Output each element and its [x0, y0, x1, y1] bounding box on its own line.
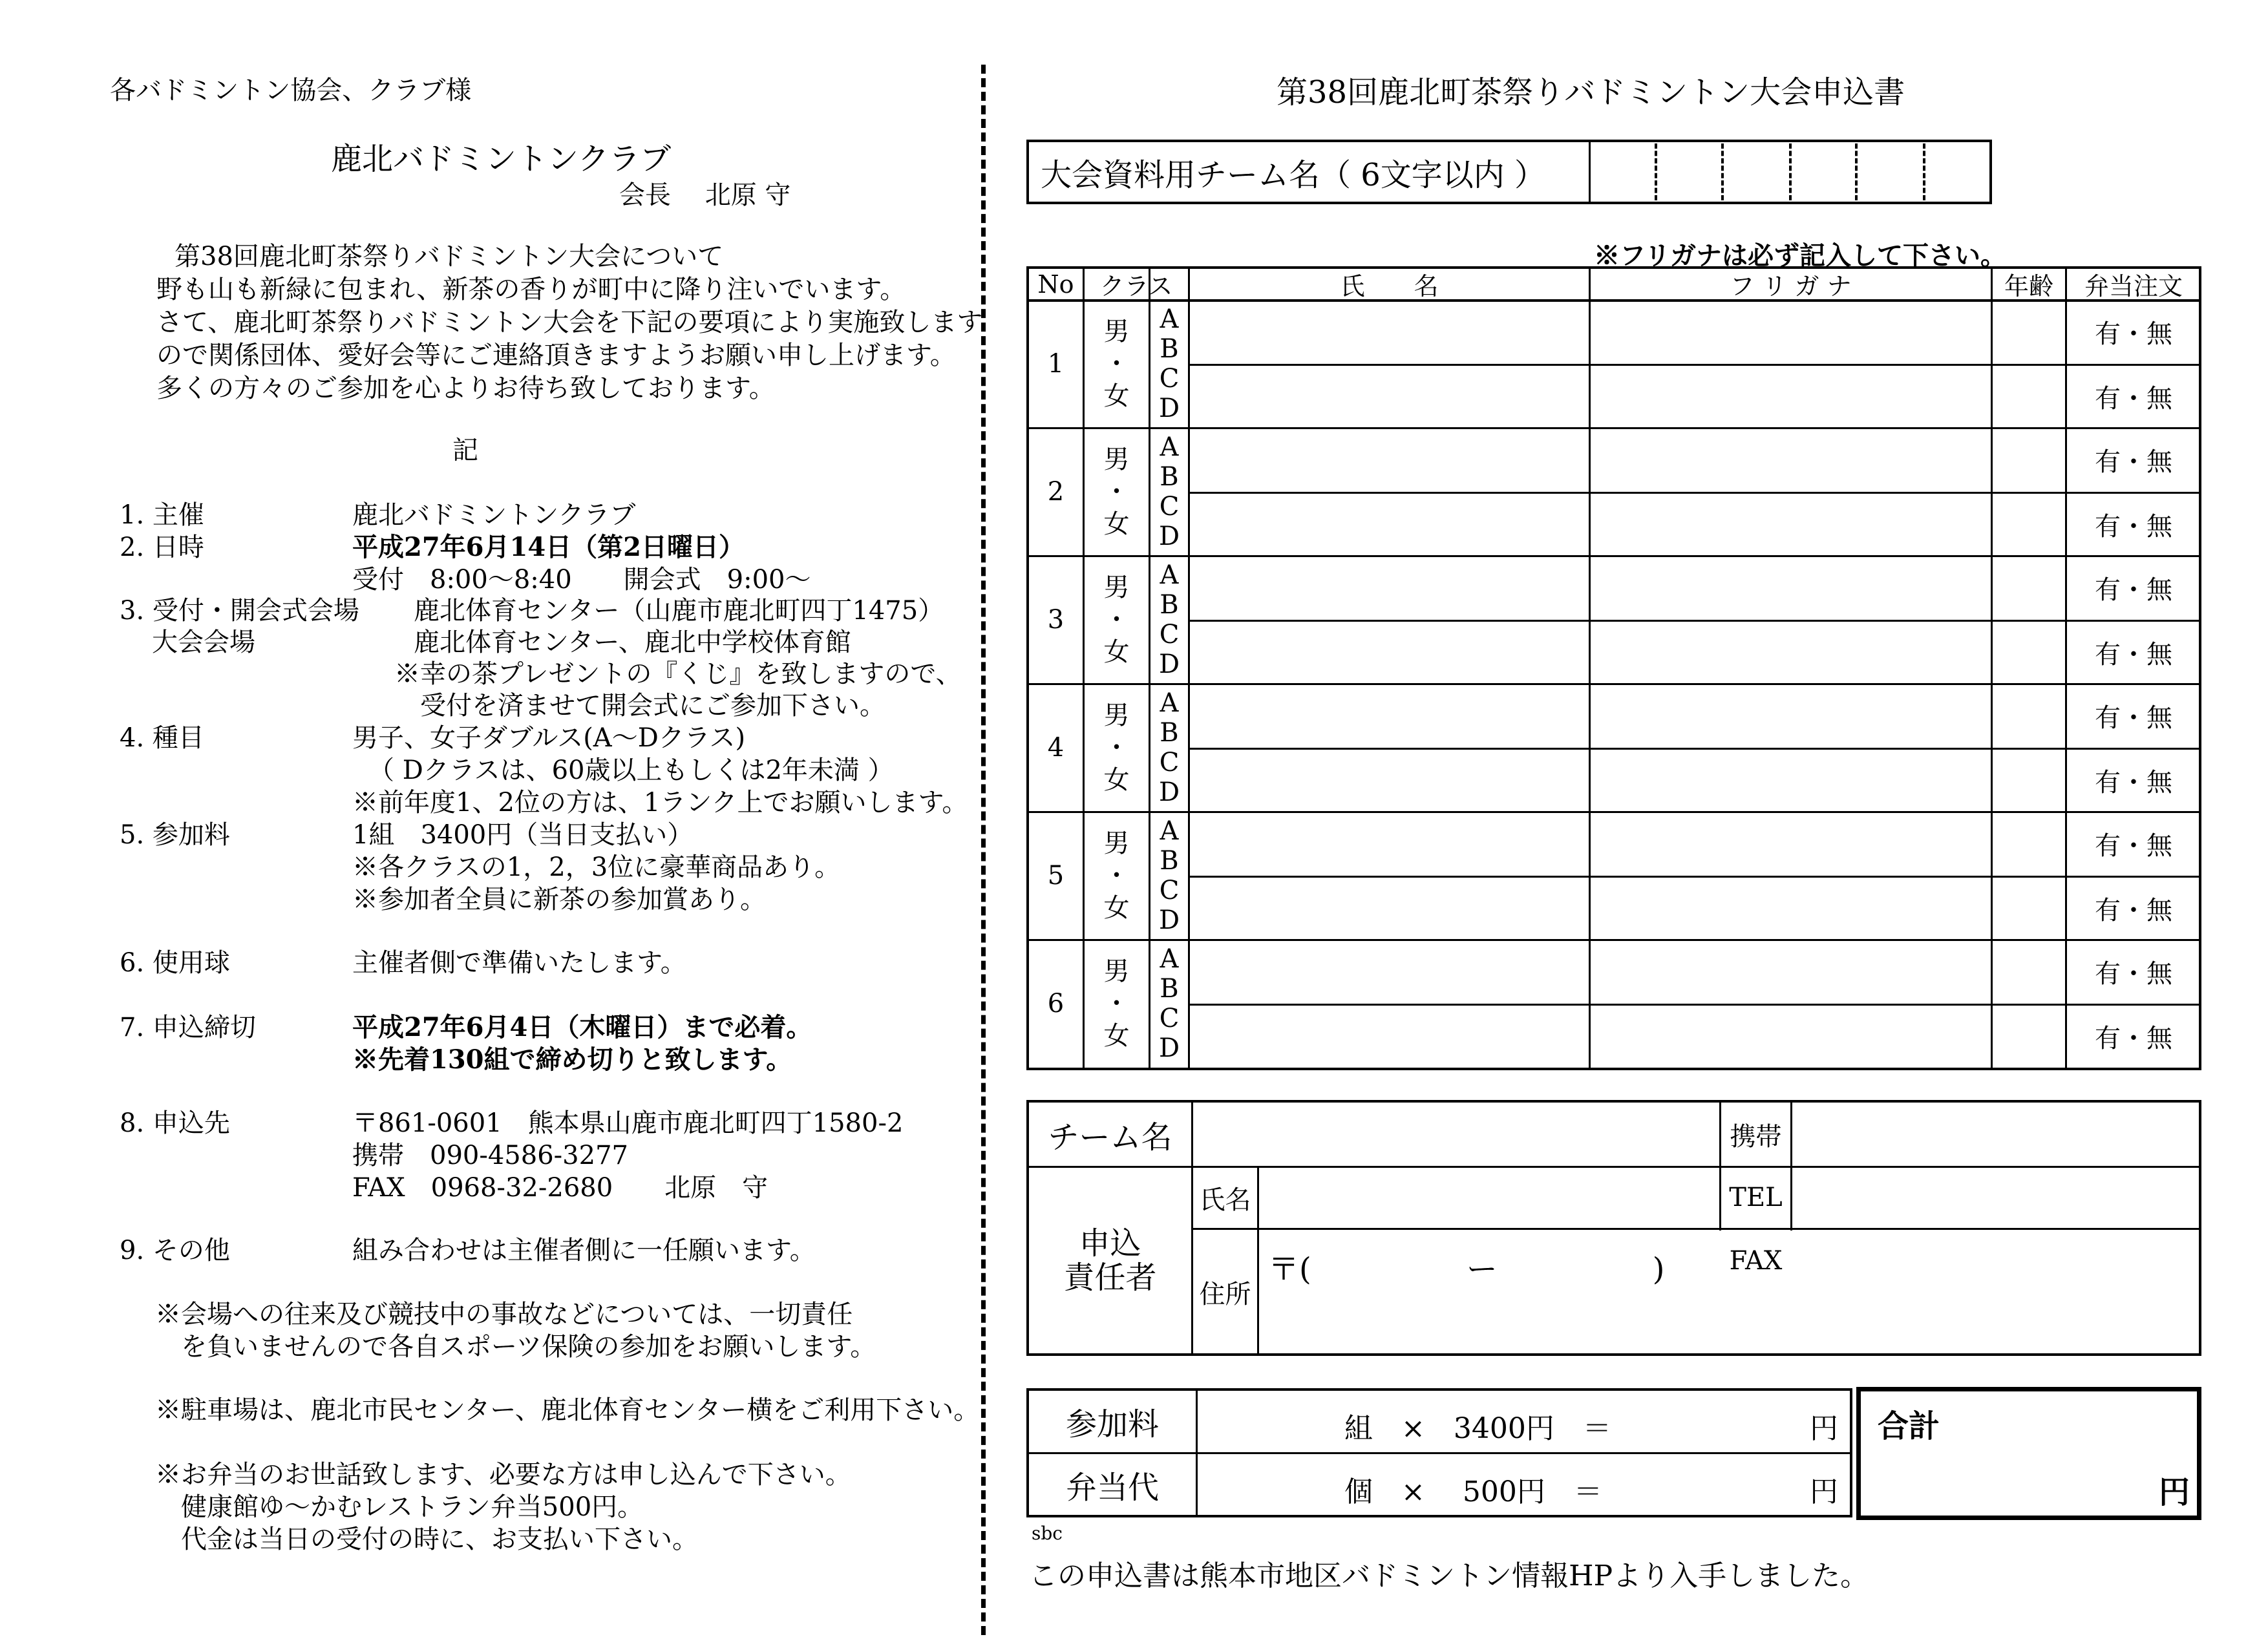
bento-choice[interactable]: 有・無: [2095, 639, 2172, 670]
intro-line: 第38回鹿北町茶祭りバドミントン大会について: [175, 242, 724, 271]
organization-name: 鹿北バドミントンクラブ: [331, 141, 672, 177]
player-furigana-input[interactable]: [1591, 1005, 1991, 1067]
player-furigana-input[interactable]: [1591, 940, 1991, 1002]
player-name-input[interactable]: [1190, 493, 1589, 555]
mobile-label: 携帯: [1730, 1121, 1782, 1152]
total-yen: 円: [2159, 1474, 2190, 1510]
row-number: 5: [1047, 861, 1065, 891]
tel-input[interactable]: [1792, 1167, 2200, 1228]
item-text: 携帯 090-4586-3277: [352, 1141, 628, 1170]
player-age-input[interactable]: [1993, 621, 2065, 683]
mobile-input[interactable]: [1792, 1103, 2200, 1166]
class-choice[interactable]: A B C D: [1158, 560, 1180, 679]
header-age: 年齢: [2004, 272, 2053, 301]
player-age-input[interactable]: [1993, 365, 2065, 427]
player-name-input[interactable]: [1190, 428, 1589, 491]
item-label: 9. その他: [120, 1236, 230, 1265]
intro-line: さて、鹿北町茶祭りバドミントン大会を下記の要項により実施致します: [156, 308, 983, 337]
bento-fee-label: 弁当代: [1065, 1469, 1159, 1506]
player-age-input[interactable]: [1993, 493, 2065, 555]
player-furigana-input[interactable]: [1591, 493, 1991, 555]
item-label: 7. 申込締切: [120, 1013, 256, 1042]
player-furigana-input[interactable]: [1591, 365, 1991, 427]
player-name-input[interactable]: [1190, 812, 1589, 874]
item-text: 組み合わせは主催者側に一任願います。: [352, 1236, 816, 1265]
player-age-input[interactable]: [1993, 428, 2065, 491]
player-name-input[interactable]: [1190, 749, 1589, 811]
bento-choice[interactable]: 有・無: [2095, 383, 2172, 414]
note-line: ※会場への往来及び競技中の事故などについては、一切責任: [155, 1300, 853, 1329]
gender-choice[interactable]: 男 ・ 女: [1103, 573, 1130, 667]
tel-label: TEL: [1729, 1183, 1783, 1212]
furigana-note: ※フリガナは必ず記入して下さい。: [1594, 240, 2006, 271]
note-line: 代金は当日の受付の時に、お支払い下さい。: [155, 1525, 698, 1554]
gender-choice[interactable]: 男 ・ 女: [1103, 956, 1130, 1051]
note-line: ※駐車場は、鹿北市民センター、鹿北体育センター横をご利用下さい。: [155, 1395, 980, 1425]
row-number: 2: [1047, 477, 1065, 507]
row-number: 6: [1047, 989, 1065, 1019]
fee-formula: 組 × 3400円 ＝: [1344, 1412, 1611, 1445]
player-age-input[interactable]: [1993, 1005, 2065, 1067]
item-text: 鹿北バドミントンクラブ: [352, 500, 636, 530]
responsible-label: 申込 責任者: [1063, 1225, 1157, 1296]
player-age-input[interactable]: [1993, 877, 2065, 939]
header-furigana: フ リ ガ ナ: [1730, 272, 1852, 301]
item-label: 8. 申込先: [120, 1108, 230, 1138]
item-text: FAX 0968-32-2680 北原 守: [352, 1173, 768, 1203]
note-line: 健康館ゆ～かむレストラン弁当500円。: [155, 1492, 644, 1522]
bento-choice[interactable]: 有・無: [2095, 447, 2172, 477]
intro-line: ので関係団体、愛好会等にご連絡頂きますようお願い申し上げます。: [156, 341, 956, 370]
player-name-input[interactable]: [1190, 940, 1589, 1002]
fold-divider: [981, 65, 986, 1635]
bento-choice[interactable]: 有・無: [2095, 767, 2172, 798]
player-age-input[interactable]: [1993, 749, 2065, 811]
class-choice[interactable]: A B C D: [1158, 304, 1180, 423]
name-label: 氏名: [1199, 1185, 1251, 1215]
player-furigana-input[interactable]: [1591, 621, 1991, 683]
item-label: 4. 種目: [120, 723, 204, 753]
fax-label: FAX: [1729, 1246, 1783, 1276]
player-furigana-input[interactable]: [1591, 301, 1991, 363]
item-text: ※幸の茶プレゼントの『くじ』を致しますので、: [394, 659, 962, 689]
player-name-input[interactable]: [1190, 877, 1589, 939]
player-furigana-input[interactable]: [1591, 749, 1991, 811]
item-sublabel: 大会会場: [152, 628, 255, 657]
bento-choice[interactable]: 有・無: [2095, 511, 2172, 542]
team-label: チーム名: [1048, 1119, 1172, 1156]
gender-choice[interactable]: 男 ・ 女: [1103, 701, 1130, 795]
class-choice[interactable]: A B C D: [1158, 688, 1180, 807]
bento-choice[interactable]: 有・無: [2095, 958, 2172, 989]
fee-label: 参加料: [1065, 1406, 1159, 1442]
player-age-input[interactable]: [1993, 684, 2065, 746]
row-number: 1: [1047, 349, 1065, 379]
bento-choice[interactable]: 有・無: [2095, 830, 2172, 861]
address-input[interactable]: [1259, 1293, 2200, 1355]
intro-line: 野も山も新緑に包まれ、新茶の香りが町中に降り注いでいます。: [156, 275, 906, 304]
team-name-input[interactable]: [1591, 142, 1989, 202]
sender: 会長 北原 守: [619, 180, 791, 210]
gender-choice[interactable]: 男 ・ 女: [1103, 317, 1130, 411]
item-text: 平成27年6月4日（木曜日）まで必着。: [352, 1012, 812, 1042]
player-age-input[interactable]: [1993, 812, 2065, 874]
item-text: ※参加者全員に新茶の参加賞あり。: [352, 885, 766, 914]
player-furigana-input[interactable]: [1591, 556, 1991, 618]
item-label: 5. 参加料: [120, 820, 230, 850]
player-name-input[interactable]: [1190, 1005, 1589, 1067]
team-name-label: 大会資料用チーム名（ 6文字以内 ）: [1041, 156, 1546, 193]
player-age-input[interactable]: [1993, 940, 2065, 1002]
item-text: （ Dクラスは、60歳以上もしくは2年未満 ）: [368, 755, 894, 785]
player-name-input[interactable]: [1190, 621, 1589, 683]
player-age-input[interactable]: [1993, 301, 2065, 363]
bento-choice[interactable]: 有・無: [2095, 1023, 2172, 1053]
addressee: 各バドミントン協会、クラブ様: [110, 76, 472, 105]
item-label: 2. 日時: [120, 533, 204, 562]
item-text: 平成27年6月14日（第2日曜日）: [352, 532, 745, 562]
class-choice[interactable]: A B C D: [1158, 816, 1180, 935]
bento-choice[interactable]: 有・無: [2095, 319, 2172, 349]
source-note: この申込書は熊本市地区バドミントン情報HPより入手しました。: [1029, 1559, 1869, 1592]
item-label: 3. 受付・開会式会場: [120, 596, 359, 626]
item-text: 鹿北体育センター（山鹿市鹿北町四丁1475）: [414, 596, 944, 626]
header-name: 氏 名: [1340, 272, 1439, 301]
note-line: を負いませんので各自スポーツ保険の参加をお願いします。: [155, 1332, 876, 1362]
bento-yen: 円: [1810, 1475, 1838, 1508]
row-number: 3: [1047, 605, 1065, 635]
team-input[interactable]: [1193, 1103, 1719, 1166]
form-title: 第38回鹿北町茶祭りバドミントン大会申込書: [1277, 74, 1905, 111]
header-no: No: [1037, 269, 1074, 299]
ki-heading: 記: [452, 436, 478, 465]
total-label: 合計: [1878, 1408, 1940, 1444]
gender-choice[interactable]: 男 ・ 女: [1103, 829, 1130, 923]
intro-line: 多くの方々のご参加を心よりお待ち致しております。: [156, 374, 775, 403]
address-label: 住所: [1199, 1280, 1251, 1309]
item-text: 〒861-0601 熊本県山鹿市鹿北町四丁1580-2: [352, 1108, 904, 1138]
bento-choice[interactable]: 有・無: [2095, 895, 2172, 925]
header-class: クラス: [1099, 272, 1173, 301]
item-text: 受付 8:00～8:40 開会式 9:00～: [352, 565, 811, 595]
name-input[interactable]: [1259, 1167, 1719, 1228]
item-label: 1. 主催: [120, 500, 204, 530]
item-text: 1組 3400円（当日支払い）: [352, 820, 694, 850]
row-number: 4: [1047, 733, 1065, 763]
class-choice[interactable]: A B C D: [1158, 944, 1180, 1063]
item-label: 6. 使用球: [120, 948, 230, 978]
player-name-input[interactable]: [1190, 301, 1589, 363]
player-name-input[interactable]: [1190, 365, 1589, 427]
bento-choice[interactable]: 有・無: [2095, 575, 2172, 605]
team-name-divider: [1589, 141, 1591, 203]
postal-code[interactable]: 〒( ー ): [1268, 1251, 1665, 1287]
item-text: ※先着130組で締め切りと致します。: [352, 1044, 792, 1075]
item-text: ※前年度1、2位の方は、1ランク上でお願いします。: [352, 788, 968, 818]
class-choice[interactable]: A B C D: [1158, 432, 1180, 551]
bento-formula: 個 × 500円 ＝: [1344, 1475, 1602, 1508]
gender-choice[interactable]: 男 ・ 女: [1103, 445, 1130, 539]
player-furigana-input[interactable]: [1591, 428, 1991, 491]
bento-choice[interactable]: 有・無: [2095, 703, 2172, 733]
header-bento: 弁当注文: [2084, 272, 2183, 301]
player-age-input[interactable]: [1993, 556, 2065, 618]
note-line: ※お弁当のお世話致します、必要な方は申し込んで下さい。: [155, 1460, 851, 1490]
item-text: 受付を済ませて開会式にご参加下さい。: [394, 691, 885, 721]
item-text: 男子、女子ダブルス(A～Dクラス): [352, 723, 746, 753]
player-name-input[interactable]: [1190, 556, 1589, 618]
fee-yen: 円: [1810, 1412, 1838, 1445]
sbc-mark: sbc: [1032, 1523, 1063, 1544]
player-furigana-input[interactable]: [1591, 812, 1991, 874]
player-name-input[interactable]: [1190, 684, 1589, 746]
player-furigana-input[interactable]: [1591, 877, 1991, 939]
player-furigana-input[interactable]: [1591, 684, 1991, 746]
item-text: ※各クラスの1，2，3位に豪華商品あり。: [352, 852, 841, 882]
item-text: 鹿北体育センター、鹿北中学校体育館: [414, 628, 851, 657]
item-text: 主催者側で準備いたします。: [352, 948, 686, 978]
